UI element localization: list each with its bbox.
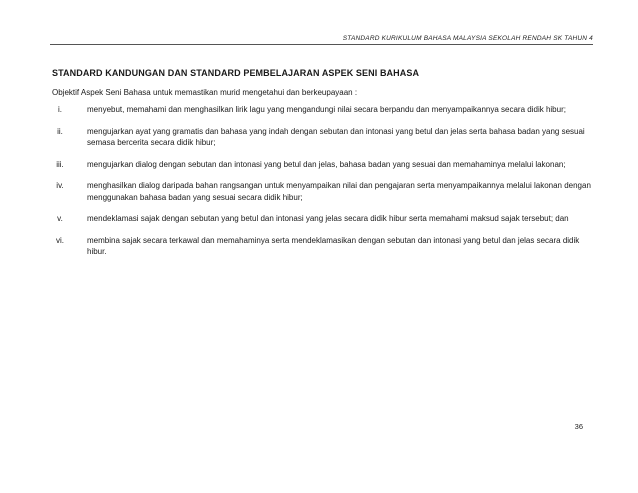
list-item	[0, 126, 638, 149]
list-item	[0, 180, 638, 203]
list-item-number: iii.	[56, 159, 64, 169]
list-item-number: ii.	[57, 126, 63, 136]
list-item-text: mengujarkan ayat yang gramatis dan bahasa yang indah dengan sebutan dan intonasi yang betul dan jelas serta bahasa badan yang sesuai semasa bercerita secara didik hibur;	[87, 126, 585, 147]
objective-list	[0, 104, 638, 268]
running-header: STANDARD KURIKULUM BAHASA MALAYSIA SEKOLAH RENDAH SK TAHUN 4	[342, 35, 593, 42]
list-item-text: menghasilkan dialog daripada bahan rangsangan untuk menyampaikan nilai dan pengajaran serta menyampaikannya melalui lakonan dengan menggunakan bahasa badan yang sesuai secara didik hibur;	[87, 181, 591, 202]
list-item-number: i.	[58, 105, 62, 114]
objective-statement: Objektif Aspek Seni Bahasa untuk memastikan murid mengetahui dan berkeupayaan :	[52, 88, 358, 97]
list-item-text: mengujarkan dialog dengan sebutan dan intonasi yang betul dan jelas, bahasa badan yang sesuai dan memahaminya melalui lakonan;	[87, 159, 566, 169]
list-item-text: menyebut, memahami dan menghasilkan lirik lagu yang mengandungi nilai secara berpandu dan menyampaikannya secara didik hibur;	[87, 105, 566, 114]
list-item-text: mendeklamasi sajak dengan sebutan yang betul dan intonasi yang jelas secara didik hibur serta memahami maksud sajak tersebut; dan	[87, 214, 569, 223]
list-item-number: vi.	[56, 235, 64, 245]
header-divider	[50, 44, 593, 45]
list-item	[0, 159, 638, 171]
list-item-number: v.	[57, 214, 63, 223]
page-title: STANDARD KANDUNGAN DAN STANDARD PEMBELAJARAN ASPEK SENI BAHASA	[52, 68, 420, 78]
list-item	[0, 213, 638, 225]
list-item-text: membina sajak secara terkawal dan memahaminya serta mendeklamasikan dengan sebutan dan intonasi yang betul dan jelas secara didik hibur.	[87, 235, 580, 256]
list-item-number: iv.	[56, 181, 64, 190]
list-item	[0, 104, 638, 116]
list-item	[0, 235, 638, 258]
page-number: 36	[574, 422, 583, 431]
